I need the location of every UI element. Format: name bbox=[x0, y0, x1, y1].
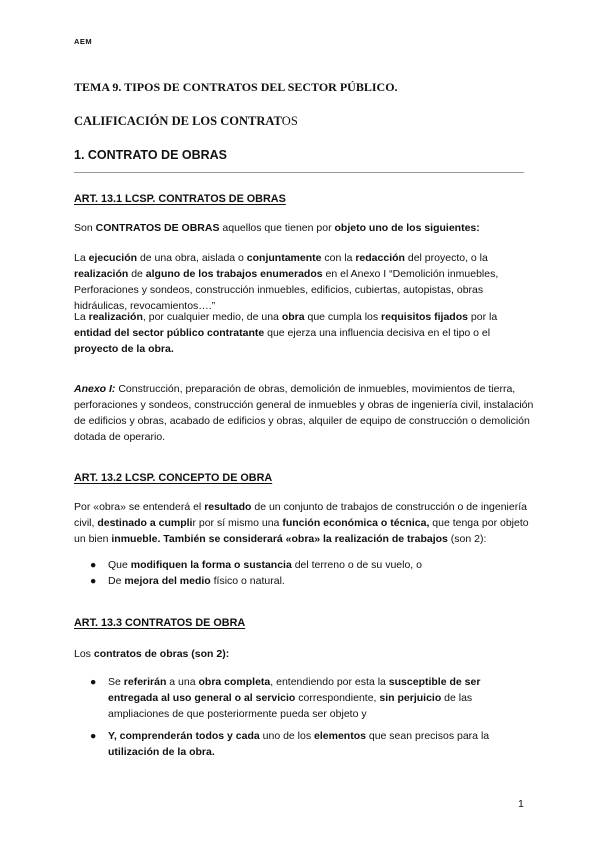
art-13-3-intro: Los contratos de obras (son 2): bbox=[74, 648, 230, 660]
art-13-1-paragraph-2: La realización, por cualquier medio, de una obra que cumpla los requisitos fijados por la entidad del sector público contratante que ejerza una influencia decisiva en el tipo o el proyecto de la obra. bbox=[74, 311, 498, 355]
list-item: ● De mejora del medio físico o natural. bbox=[90, 575, 285, 587]
divider bbox=[74, 172, 524, 173]
page-header: AEM bbox=[74, 37, 93, 46]
page-number: 1 bbox=[518, 798, 524, 810]
list-item: ● Y, comprenderán todos y cada uno de los elementos que sean precisos para la utilización de la obra. bbox=[90, 730, 490, 758]
art-13-2-list bbox=[88, 557, 528, 589]
art-13-1-heading: ART. 13.1 LCSP. CONTRATOS DE OBRAS bbox=[74, 193, 286, 205]
section-title: 1. CONTRATO DE OBRAS bbox=[74, 148, 228, 162]
art-13-1-paragraph-1: La ejecución de una obra, aislada o conjuntamente con la redacción del proyecto, o la realización de alguno de los trabajos enumerados en el Anexo I “Demolición inmuebles, Perforaciones y sondeos, construcción inmuebles, edificios, cubiertas, autopistas, obras hidráulicas, revocamientos….” bbox=[74, 252, 499, 312]
art-13-2-paragraph: Por «obra» se entenderá el resultado de un conjunto de trabajos de construcción o de ingeniería civil, destinado a cumplir por sí mismo una función económica o técnica, que tenga por objeto un bien inmueble. También se considerará «obra» la realización de trabajos (son 2): bbox=[74, 501, 529, 545]
anexo-paragraph: Anexo I: Construcción, preparación de obras, demolición de inmuebles, movimientos de tierra, perforaciones y sondeos, construcción general de inmuebles y obras de ingeniería civil, instalación de edificios y obras, acabado de edificios y obras, alquiler de equipo de construcción o demolición dotada de operario. bbox=[74, 383, 534, 443]
list-item: ● Se referirán a una obra completa, entendiendo por esta la susceptible de ser entregada al uso general o al servicio correspondiente, sin perjuicio de las ampliaciones de que posteriormente pueda ser objeto y bbox=[90, 676, 481, 720]
art-13-2-heading: ART. 13.2 LCSP. CONCEPTO DE OBRA bbox=[74, 472, 273, 484]
art-13-3-list bbox=[88, 674, 528, 760]
art-13-3-heading: ART. 13.3 CONTRATOS DE OBRA bbox=[74, 617, 246, 629]
calificacion-heading: CALIFICACIÓN DE LOS CONTRATOS bbox=[74, 114, 298, 128]
tema-title: TEMA 9. TIPOS DE CONTRATOS DEL SECTOR PÚBLICO. bbox=[74, 80, 398, 94]
list-item: ● Que modifiquen la forma o sustancia del terreno o de su vuelo, o bbox=[90, 559, 422, 571]
art-13-1-intro: Son CONTRATOS DE OBRAS aquellos que tienen por objeto uno de los siguientes: bbox=[74, 222, 480, 234]
